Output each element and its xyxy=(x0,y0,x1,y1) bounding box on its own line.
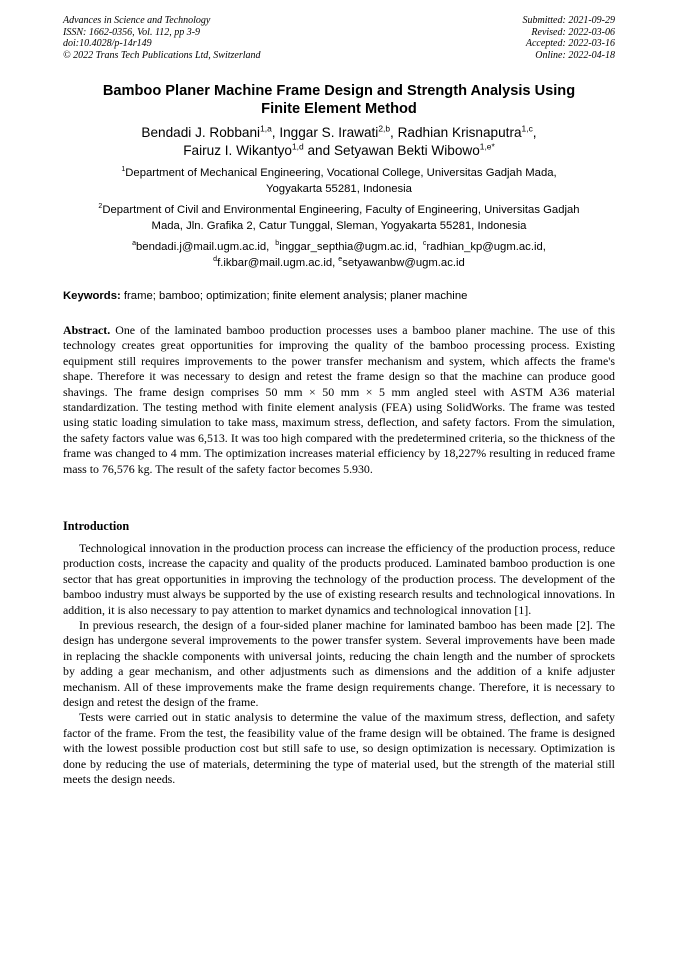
author-name: Radhian Krisnaputra xyxy=(397,125,522,140)
author-affiliation-marker: 1,c xyxy=(521,123,533,134)
title-line-2: Finite Element Method xyxy=(261,101,417,117)
paragraph: Tests were carried out in static analysis to determine the value of the maximum stress, deflection, and safety factor of the frame. From the test, the feasibility value of the frame design will be obtained. The frame is designed with the lowest possible production cost but still safe to use, so design optimization is necessary. Optimization is done by reducing the use of materials, determining the type of material used, but the strength of the material still meets the design needs. xyxy=(63,710,615,787)
abstract xyxy=(63,323,615,477)
submitted-date: Submitted: 2021-09-29 xyxy=(522,15,615,26)
author-separator: and xyxy=(303,143,334,158)
affiliation-marker: 1 xyxy=(121,166,126,174)
keywords-label: Keywords: xyxy=(63,290,121,302)
title-line-1: Bamboo Planer Machine Frame Design and Strength Analysis Using xyxy=(102,83,576,99)
email-address: setyawanbw@ugm.ac.id xyxy=(342,256,465,269)
introduction-body xyxy=(63,541,615,788)
publication-dates xyxy=(523,15,616,61)
email-marker: e xyxy=(338,255,343,263)
author-name: Inggar S. Irawati xyxy=(279,125,379,140)
doi: doi:10.4028/p-14r149 xyxy=(63,38,152,49)
keywords xyxy=(63,289,615,303)
copyright: © 2022 Trans Tech Publications Ltd, Switzerland xyxy=(63,49,261,61)
email-address: inggar_septhia@ugm.ac.id, xyxy=(279,241,417,253)
journal-name: Advances in Science and Technology xyxy=(63,15,211,26)
paragraph: Technological innovation in the production process can increase the efficiency of the production process, reduce production costs, increase the capacity and quality of the products produced. Laminated bamboo production is one sector that has great opportunities in improving the technology of the production process. The development of the bamboo industry must always be supported by the use of existing research results and technological innovations. In addition, it is also necessary to pay attention to market dynamics and technological innovation [1]. xyxy=(63,541,615,617)
affiliation-line: Yogyakarta 55281, Indonesia xyxy=(266,182,412,195)
paragraph: In previous research, the design of a four-sided planer machine for laminated bamboo has been made [2]. The design has undergone several improvements to the power transfer system. Several improvements have been made in replacing the shackle components with universal joints, reducing the chain length and the number of sprockets by adding a gear mechanism, and other adjustments such as dimensions and the addition of a knife adjuster mechanism. All of these improvements make the frame design requirements change. Therefore, it is necessary to design and retest the design of the frame. xyxy=(63,618,615,710)
author-name: Setyawan Bekti Wibowo xyxy=(333,143,480,158)
email-marker: d xyxy=(213,255,218,263)
email-list xyxy=(63,240,615,271)
email-marker: b xyxy=(275,240,280,248)
author-affiliation-marker: 1,a xyxy=(260,123,272,134)
author-name: Bendadi J. Robbani xyxy=(141,125,261,140)
online-date: Online: 2022-04-18 xyxy=(535,49,615,61)
affiliation-marker: 2 xyxy=(98,203,103,211)
authors-line-2 xyxy=(63,142,615,160)
abstract-text: One of the laminated bamboo production processes uses a bamboo planer machine. The use of this technology creates great opportunities for improving the quality of the bamboo processing process. Existing equipment still requires improvements to the power transfer mechanism and system, which affects the frame's shape. Therefore it was necessary to design and retest the frame design so that the machine can produce good shavings. The frame design comprises 50 mm × 50 mm × 5 mm angled steel with ASTM A36 material standardization. The testing method with finite element analysis (FEA) using SolidWorks. The frame was tested using static loading simulation to take mass, maximum stress, deflection, and safety factors. From the simulation, the safety factors value was 6,513. It was too high compared with the predetermined criteria, so the thickness of the frame was changed to 4 mm. The optimization increases material efficiency by 18,227% resulting in reduced frame mass to 76,576 kg. The result of the safety factor becomes 5.930. xyxy=(63,323,615,476)
keywords-text: frame; bamboo; optimization; finite element analysis; planer machine xyxy=(123,290,468,302)
affiliation-2 xyxy=(63,203,615,234)
journal-info xyxy=(63,15,261,61)
author-affiliation-marker: 2,b xyxy=(378,123,391,134)
accepted-date: Accepted: 2022-03-16 xyxy=(525,38,615,49)
author-affiliation-marker: 1,e* xyxy=(479,141,495,152)
authors-line-1 xyxy=(63,124,615,142)
email-marker: a xyxy=(132,240,136,248)
author-separator: , xyxy=(390,125,398,140)
affiliation-line: Department of Mechanical Engineering, Vocational College, Universitas Gadjah Mada, xyxy=(125,167,557,179)
introduction-heading: Introduction xyxy=(63,519,130,533)
author-list xyxy=(63,124,615,160)
email-address: f.ikbar@mail.ugm.ac.id, xyxy=(217,256,336,269)
paper-title xyxy=(63,82,615,118)
email-address: radhian_kp@ugm.ac.id, xyxy=(426,241,546,253)
author-name: Fairuz I. Wikantyo xyxy=(183,143,292,158)
revised-date: Revised: 2022-03-06 xyxy=(531,26,615,38)
issn: ISSN: 1662-0356, Vol. 112, pp 3-9 xyxy=(63,26,201,38)
email-marker: c xyxy=(422,240,427,248)
author-separator: , xyxy=(271,125,280,140)
abstract-label: Abstract. xyxy=(63,323,111,337)
email-address: bendadi.j@mail.ugm.ac.id, xyxy=(136,241,270,253)
author-separator: , xyxy=(532,125,537,140)
affiliation-line: Department of Civil and Environmental Engineering, Faculty of Engineering, Universitas Gadjah xyxy=(102,204,580,216)
affiliation-1 xyxy=(63,166,615,197)
affiliation-line: Mada, Jln. Grafika 2, Catur Tunggal, Sleman, Yogyakarta 55281, Indonesia xyxy=(151,219,527,232)
author-affiliation-marker: 1,d xyxy=(292,141,304,152)
